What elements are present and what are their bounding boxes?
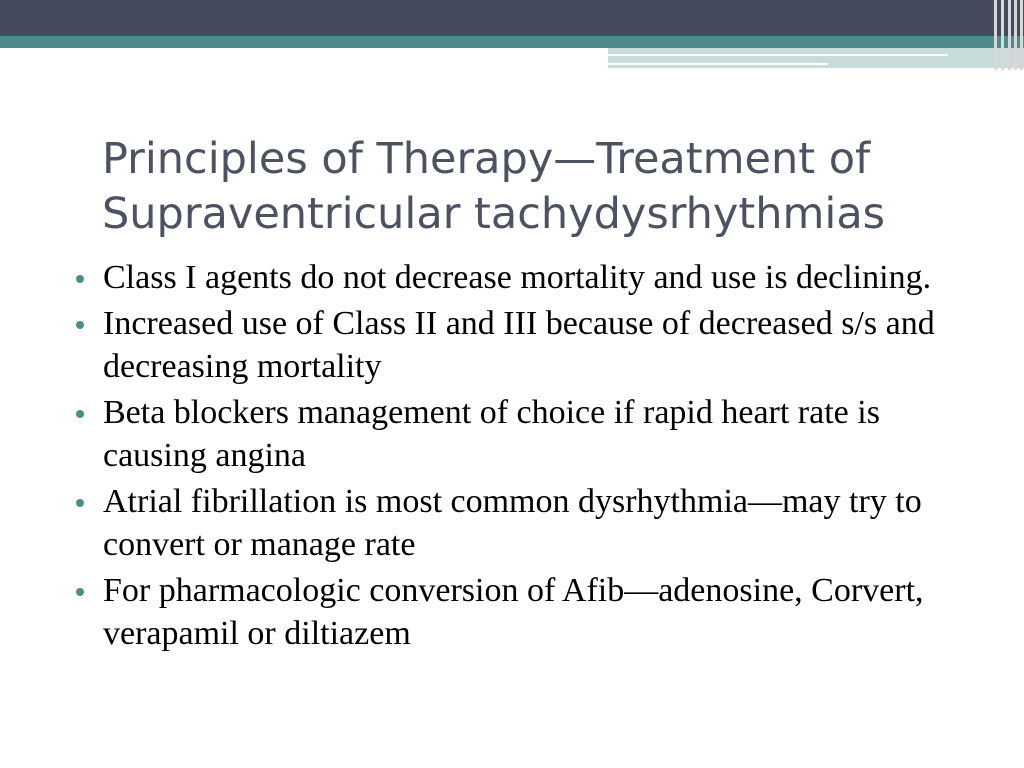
bullet-dot-icon [76,410,84,418]
bullet-text: Beta blockers management of choice if rapid heart rate is causing angina [103,394,880,474]
bullet-text: Class I agents do not decrease mortality and use is declining. [103,259,932,296]
header-line [608,63,828,65]
bullet-item [72,256,982,299]
bullet-text: For pharmacologic conversion of Afib—adenosine, Corvert, verapamil or diltiazem [103,572,924,652]
bullet-item [72,480,982,566]
bullet-list [72,256,982,658]
header-band-teal [0,36,1024,48]
bullet-item [72,569,982,655]
header-band-light [608,48,1024,68]
header-band-dark [0,0,1024,36]
header-line [608,54,948,56]
bullet-text: Atrial fibrillation is most common dysrhythmia—may try to convert or manage rate [103,483,922,563]
bullet-item [72,302,982,388]
bullet-item [72,391,982,477]
bullet-dot-icon [76,275,84,283]
header-stripes [992,0,1024,70]
bullet-text: Increased use of Class II and III because of decreased s/s and decreasing mortality [103,305,935,385]
bullet-dot-icon [76,499,84,507]
slide-title: Principles of Therapy—Treatment of Supraventricular tachydysrhythmias [102,134,886,239]
bullet-dot-icon [76,588,84,596]
bullet-dot-icon [76,321,84,329]
